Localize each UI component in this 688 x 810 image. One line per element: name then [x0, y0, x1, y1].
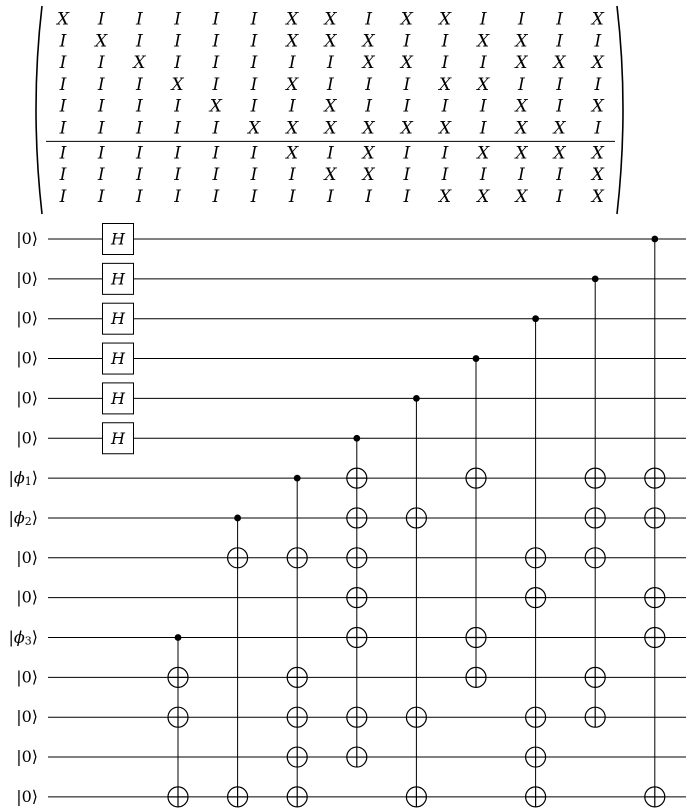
matrix-entry: I	[97, 9, 105, 30]
matrix-entry: X	[553, 118, 566, 139]
matrix-entry: X	[591, 186, 604, 207]
matrix-entry: I	[288, 96, 296, 117]
cnot-target	[466, 628, 486, 648]
matrix-entry: X	[515, 186, 528, 207]
control-dot	[413, 395, 420, 402]
qubit-initial-state-label: |0⟩	[16, 547, 38, 567]
cnot-target	[526, 747, 546, 767]
cnot-column	[406, 395, 426, 807]
matrix-entry: I	[136, 165, 143, 186]
matrix-entry: I	[174, 143, 181, 164]
matrix-entry: X	[438, 9, 452, 30]
matrix-entry: I	[441, 31, 449, 52]
matrix-entry: I	[556, 9, 563, 30]
cnot-column	[347, 435, 367, 767]
cnot-target	[168, 787, 188, 807]
qubit-initial-state-label: |0⟩	[16, 427, 38, 447]
matrix-entry: X	[286, 143, 299, 164]
matrix-entry: X	[286, 74, 299, 95]
svg-text:H: H	[111, 269, 125, 289]
matrix-entry: X	[438, 118, 452, 139]
cnot-target	[585, 468, 605, 488]
matrix-entry: I	[59, 118, 67, 139]
cnot-target	[585, 548, 605, 568]
matrix-entry: I	[403, 186, 411, 207]
cnot-column	[526, 315, 546, 807]
matrix-entry: I	[479, 9, 487, 30]
qubit-initial-state-label: |0⟩	[16, 308, 38, 328]
matrix-entry: I	[250, 165, 258, 186]
matrix-entry: I	[556, 186, 563, 207]
cnot-target	[645, 508, 665, 528]
control-dot	[234, 515, 241, 522]
cnot-target	[406, 508, 426, 528]
matrix-entry: I	[556, 165, 563, 186]
matrix-entry: X	[591, 9, 604, 30]
matrix-entry: I	[174, 118, 181, 139]
hadamard-gate	[103, 263, 134, 294]
matrix-entry: I	[212, 9, 220, 30]
matrix-entry: I	[97, 143, 105, 164]
matrix-entry: I	[97, 186, 105, 207]
hadamard-gate	[103, 224, 134, 255]
matrix-entry: X	[286, 9, 299, 30]
qubit-initial-state-label: |0⟩	[16, 786, 38, 806]
control-dot	[353, 435, 360, 442]
cnot-target	[645, 588, 665, 608]
matrix-entry: I	[403, 74, 411, 95]
matrix-entry: X	[247, 118, 261, 139]
cnot-target	[526, 588, 546, 608]
svg-text:H: H	[111, 388, 125, 408]
matrix-entry: X	[171, 74, 184, 95]
cnot-target	[347, 747, 367, 767]
matrix-entry: X	[362, 143, 375, 164]
matrix-entry: X	[286, 118, 299, 139]
matrix-entry: X	[209, 96, 222, 117]
matrix-entry: I	[441, 165, 449, 186]
matrix-entry: I	[327, 186, 334, 207]
matrix-entry: I	[365, 186, 372, 207]
matrix-entry: I	[479, 165, 487, 186]
matrix-entry: X	[515, 53, 528, 74]
cnot-target	[347, 628, 367, 648]
qubit-initial-state-label: $|\phi_3⟩$	[8, 627, 38, 648]
qubit-initial-state-label: $|\phi_1⟩$	[8, 467, 38, 489]
matrix-entry: X	[591, 53, 604, 74]
matrix-entry: I	[97, 74, 105, 95]
matrix-entry: X	[95, 31, 108, 52]
svg-text:H: H	[111, 309, 125, 329]
svg-text:H: H	[111, 428, 125, 448]
control-dot	[651, 236, 658, 243]
matrix-entry: I	[136, 96, 143, 117]
matrix-entry: I	[250, 53, 258, 74]
matrix-entry: I	[174, 31, 181, 52]
matrix-entry: I	[59, 74, 67, 95]
cnot-target	[287, 548, 307, 568]
matrix-entry: I	[327, 74, 334, 95]
matrix-entry: I	[327, 53, 334, 74]
hadamard-gate	[103, 423, 134, 454]
stabilizer-matrix	[36, 6, 623, 214]
matrix-entry: I	[59, 53, 67, 74]
matrix-entry: I	[250, 31, 258, 52]
matrix-entry: I	[59, 143, 67, 164]
matrix-entry: X	[400, 118, 413, 139]
cnot-column	[168, 634, 188, 807]
cnot-target	[526, 707, 546, 727]
matrix-right-bracket	[617, 6, 623, 214]
matrix-entry: X	[362, 53, 375, 74]
matrix-entry: X	[362, 118, 375, 139]
qubit-initial-state-label: $|\phi_2⟩$	[8, 507, 38, 528]
matrix-entry: I	[250, 96, 258, 117]
cnot-column	[585, 275, 605, 727]
matrix-entry: I	[327, 143, 334, 164]
hadamard-gate	[103, 383, 134, 414]
cnot-column	[645, 236, 665, 807]
matrix-entry: I	[59, 31, 67, 52]
matrix-entry: X	[591, 96, 604, 117]
matrix-entry: X	[438, 186, 452, 207]
matrix-entry: X	[362, 165, 375, 186]
matrix-entry: I	[441, 143, 449, 164]
matrix-entry: I	[212, 31, 220, 52]
cnot-target	[406, 707, 426, 727]
matrix-entry: I	[403, 31, 411, 52]
matrix-entry: I	[136, 31, 143, 52]
matrix-entry: X	[477, 186, 490, 207]
qubit-initial-state-label: |0⟩	[16, 228, 38, 248]
matrix-entry: I	[403, 143, 411, 164]
matrix-entry: I	[365, 74, 372, 95]
matrix-entry: I	[518, 74, 525, 95]
matrix-entry: X	[515, 96, 528, 117]
matrix-entry: I	[212, 143, 220, 164]
qubit-initial-state-label: |0⟩	[16, 587, 38, 607]
matrix-entry: I	[479, 118, 487, 139]
matrix-entry: I	[59, 165, 67, 186]
control-dot	[473, 355, 480, 362]
control-dot	[532, 315, 539, 322]
matrix-entry: X	[133, 53, 146, 74]
control-dot	[175, 634, 182, 641]
control-dot	[592, 275, 599, 282]
matrix-entry: I	[556, 96, 563, 117]
cnot-target	[168, 667, 188, 687]
matrix-entry: X	[400, 9, 413, 30]
matrix-entry: I	[212, 53, 220, 74]
matrix-entry: I	[136, 9, 143, 30]
cnot-target	[287, 707, 307, 727]
matrix-entry: X	[400, 53, 413, 74]
matrix-entry: I	[556, 31, 563, 52]
cnot-target	[406, 787, 426, 807]
cnot-target	[168, 707, 188, 727]
matrix-entry: X	[438, 74, 452, 95]
matrix-entry: I	[479, 96, 487, 117]
cnot-target	[645, 787, 665, 807]
cnot-target	[228, 548, 248, 568]
matrix-entry: I	[59, 96, 67, 117]
matrix-entry: X	[553, 53, 566, 74]
matrix-entry: I	[59, 186, 67, 207]
matrix-entry: I	[136, 118, 143, 139]
matrix-entry: I	[441, 96, 449, 117]
cnot-target	[287, 787, 307, 807]
matrix-entry: X	[515, 31, 528, 52]
cnot-target	[526, 787, 546, 807]
qubit-initial-state-label: |0⟩	[16, 746, 38, 766]
matrix-entry: I	[97, 96, 105, 117]
matrix-entry: I	[250, 74, 258, 95]
matrix-entry: X	[553, 143, 566, 164]
matrix-entry: I	[136, 143, 143, 164]
hadamard-gate	[103, 303, 134, 334]
matrix-entry: I	[212, 165, 220, 186]
cnot-target	[347, 707, 367, 727]
control-dot	[294, 475, 301, 482]
matrix-entry: I	[174, 53, 181, 74]
cnot-target	[466, 468, 486, 488]
matrix-entry: I	[212, 186, 220, 207]
matrix-left-bracket	[36, 6, 42, 214]
matrix-entry: X	[477, 31, 490, 52]
matrix-entry: I	[288, 165, 296, 186]
matrix-entry: I	[97, 165, 105, 186]
qubit-initial-state-label: |0⟩	[16, 268, 38, 288]
cnot-column	[287, 475, 307, 807]
qubit-initial-state-label: |0⟩	[16, 387, 38, 407]
cnot-target	[347, 468, 367, 488]
matrix-entry: I	[288, 53, 296, 74]
svg-text:H: H	[111, 349, 125, 369]
qubit-initial-state-label: |0⟩	[16, 666, 38, 686]
matrix-entry: X	[515, 118, 528, 139]
matrix-entry: X	[515, 143, 528, 164]
matrix-entry: I	[136, 186, 143, 207]
matrix-entry: I	[594, 74, 602, 95]
matrix-entry: I	[250, 9, 258, 30]
cnot-target	[585, 707, 605, 727]
cnot-target	[526, 548, 546, 568]
matrix-entry: I	[174, 96, 181, 117]
matrix-entry: X	[477, 143, 490, 164]
cnot-target	[585, 667, 605, 687]
matrix-entry: I	[365, 96, 372, 117]
matrix-entry: I	[479, 53, 487, 74]
cnot-target	[585, 508, 605, 528]
matrix-entry: I	[212, 74, 220, 95]
matrix-entry: X	[324, 9, 337, 30]
cnot-target	[287, 747, 307, 767]
matrix-entry: I	[136, 74, 143, 95]
matrix-entry: I	[97, 53, 105, 74]
cnot-target	[347, 548, 367, 568]
matrix-entry: I	[174, 9, 181, 30]
matrix-entry: I	[288, 186, 296, 207]
matrix-entry: I	[365, 9, 372, 30]
matrix-entry: X	[362, 31, 375, 52]
matrix-entry: I	[556, 74, 563, 95]
cnot-target	[347, 508, 367, 528]
matrix-entry: I	[174, 165, 181, 186]
cnot-target	[228, 787, 248, 807]
matrix-entry: X	[591, 143, 604, 164]
matrix-entry: I	[594, 118, 602, 139]
matrix-entry: I	[518, 9, 525, 30]
matrix-entry: X	[477, 74, 490, 95]
matrix-entry: X	[324, 96, 337, 117]
matrix-entry: I	[403, 96, 411, 117]
svg-text:H: H	[111, 229, 125, 249]
matrix-entry: I	[174, 186, 181, 207]
hadamard-gate	[103, 343, 134, 374]
matrix-entry: I	[212, 118, 220, 139]
matrix-entry: I	[97, 118, 105, 139]
matrix-entry: X	[286, 31, 299, 52]
matrix-entry: I	[518, 165, 525, 186]
cnot-column	[466, 355, 486, 687]
matrix-entry: X	[324, 31, 337, 52]
cnot-target	[287, 667, 307, 687]
matrix-entry: X	[591, 165, 604, 186]
cnot-target	[466, 667, 486, 687]
qubit-initial-state-label: |0⟩	[16, 348, 38, 368]
cnot-target	[645, 468, 665, 488]
cnot-target	[645, 628, 665, 648]
matrix-entry: I	[594, 31, 602, 52]
matrix-entry: I	[403, 165, 411, 186]
matrix-entry: I	[250, 186, 258, 207]
quantum-circuit	[8, 224, 686, 807]
qubit-initial-state-label: |0⟩	[16, 706, 38, 726]
matrix-entry: X	[324, 165, 337, 186]
matrix-entry: I	[441, 53, 449, 74]
cnot-target	[347, 588, 367, 608]
matrix-entry: X	[56, 9, 70, 30]
matrix-entry: X	[324, 118, 337, 139]
cnot-column	[228, 515, 248, 807]
matrix-entry: I	[250, 143, 258, 164]
